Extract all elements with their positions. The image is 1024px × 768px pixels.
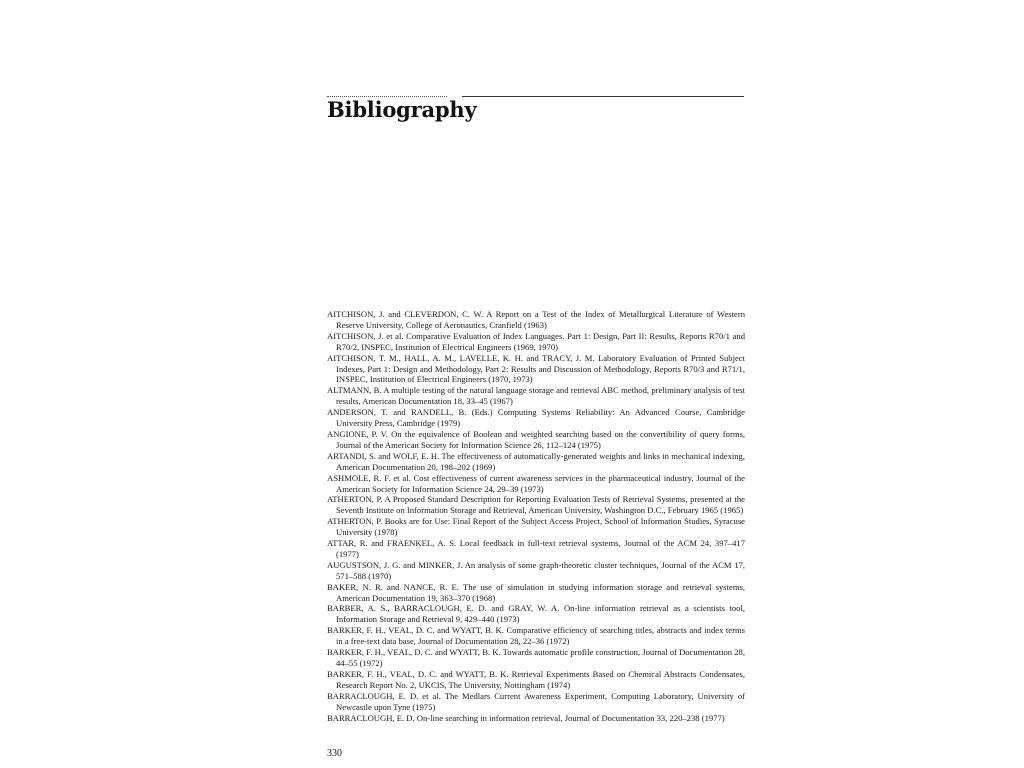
bibliography-entry: BARKER, F. H., VEAL, D. C. and WYATT, B. K. Towards automatic profile construction, Journal of Documentation 28, 44–55 (1972) [327,647,745,668]
bibliography-entry: BARRACLOUGH, E. D. et al. The Medlars Current Awareness Experiment, Computing Laboratory, University of Newcastle upon Tyne (1975) [327,690,745,712]
bibliography-entry: ATHERTON, P. Books are for Use: Final Report of the Subject Access Project, School of Information Studies, Syracuse University (1978) [327,516,745,538]
page-title: Bibliography [327,97,477,122]
bibliography-entry: ASHMOLE, R. F. et al. Cost effectiveness of current awareness services in the pharmaceutical industry, Journal of the American Society for Information Science 24, 29–39 (1973) [327,472,745,494]
bibliography-entry: BARRACLOUGH, E. D. On-line searching in information retrieval, Journal of Documentation 33, 220–238 (1977) [327,712,725,723]
bibliography-entry: BAKER, N. R. and NANCE, R. E. The use of simulation in studying information storage and retrieval systems, American Documentation 19, 363–370 (1968) [327,581,745,603]
bibliography-entry: ATTAR, R. and FRAENKEL, A. S. Local feedback in full-text retrieval systems, Journal of the ACM 24, 397–417 (1977) [327,538,745,559]
bibliography-entry: ALTMANN, B. A multiple testing of the natural language storage and retrieval ABC method, preliminary analysis of test results, American Documentation 18, 33–45 (1967) [327,385,745,407]
bibliography-entry: ANDERSON, T. and RANDELL, B. (Eds.) Computing Systems Reliability: An Advanced Course, Cambridge University Press, Cambridge (1979) [327,407,745,429]
bibliography-entry: BARBER, A. S., BARRACLOUGH, E. D. and GRAY, W. A. On-line information retrieval as a scientists tool, Information Storage and Retrieval 9, 429–440 (1973) [327,603,745,625]
bibliography-entry: ATHERTON, P. A Proposed Standard Description for Reporting Evaluation Tests of Retrieval Systems, presented at the Seventh Institute on Information Storage and Retrieval, American University, Washington D.C., February 1965 (1965) [327,494,745,516]
bibliography-entry: BARKER, F. H., VEAL, D. C. and WYATT, B. K. Retrieval Experiments Based on Chemical Abstracts Condensates, Research Report No. 2, UKCIS, The University, Nottingham (1974) [327,668,745,690]
bibliography-list [327,309,745,723]
bibliography-entry: AUGUSTSON, J. G. and MINKER, J. An analysis of some graph-theoretic cluster techniques, Journal of the ACM 17, 571–588 (1970) [327,559,745,581]
page-number: 330 [327,748,342,759]
bibliography-entry: ARTANDI, S. and WOLF, E. H. The effectiveness of automatically-generated weights and links in mechanical indexing, American Documentation 20, 198–202 (1969) [327,450,745,472]
header-rule-solid [462,96,744,97]
bibliography-entry: ANGIONE, P. V. On the equivalence of Boolean and weighted searching based on the convertibility of query forms, Journal of the American Society for Information Science 26, 112–124 (1975) [327,428,745,450]
bibliography-entry: BARKER, F. H., VEAL, D. C. and WYATT, B. K. Comparative efficiency of searching titles, abstracts and index terms in a free-text data base, Journal of Documentation 28, 22–36 (1972) [327,625,745,647]
bibliography-entry: AITCHISON, J. et al. Comparative Evaluation of Index Languages. Part 1: Design, Part II: Results, Reports R70/1 and R70/2, INSPEC, Institution of Electrical Engineers (1969, 1970) [327,330,745,352]
bibliography-entry: AITCHISON, T. M., HALL, A. M., LAVELLE, K. H. and TRACY, J. M. Laboratory Evaluation of Printed Subject Indexes, Part 1: Design and Methodology, Part 2: Results and Discussion of Methodology, Reports R70/3 and R71/1, INSPEC, Institution of Electrical Engineers (1970, 1973) [327,352,745,385]
bibliography-entry: AITCHISON, J. and CLEVERDON, C. W. A Report on a Test of the Index of Metallurgical Literature of Western Reserve University, College of Aeronautics, Cranfield (1963) [327,309,745,330]
